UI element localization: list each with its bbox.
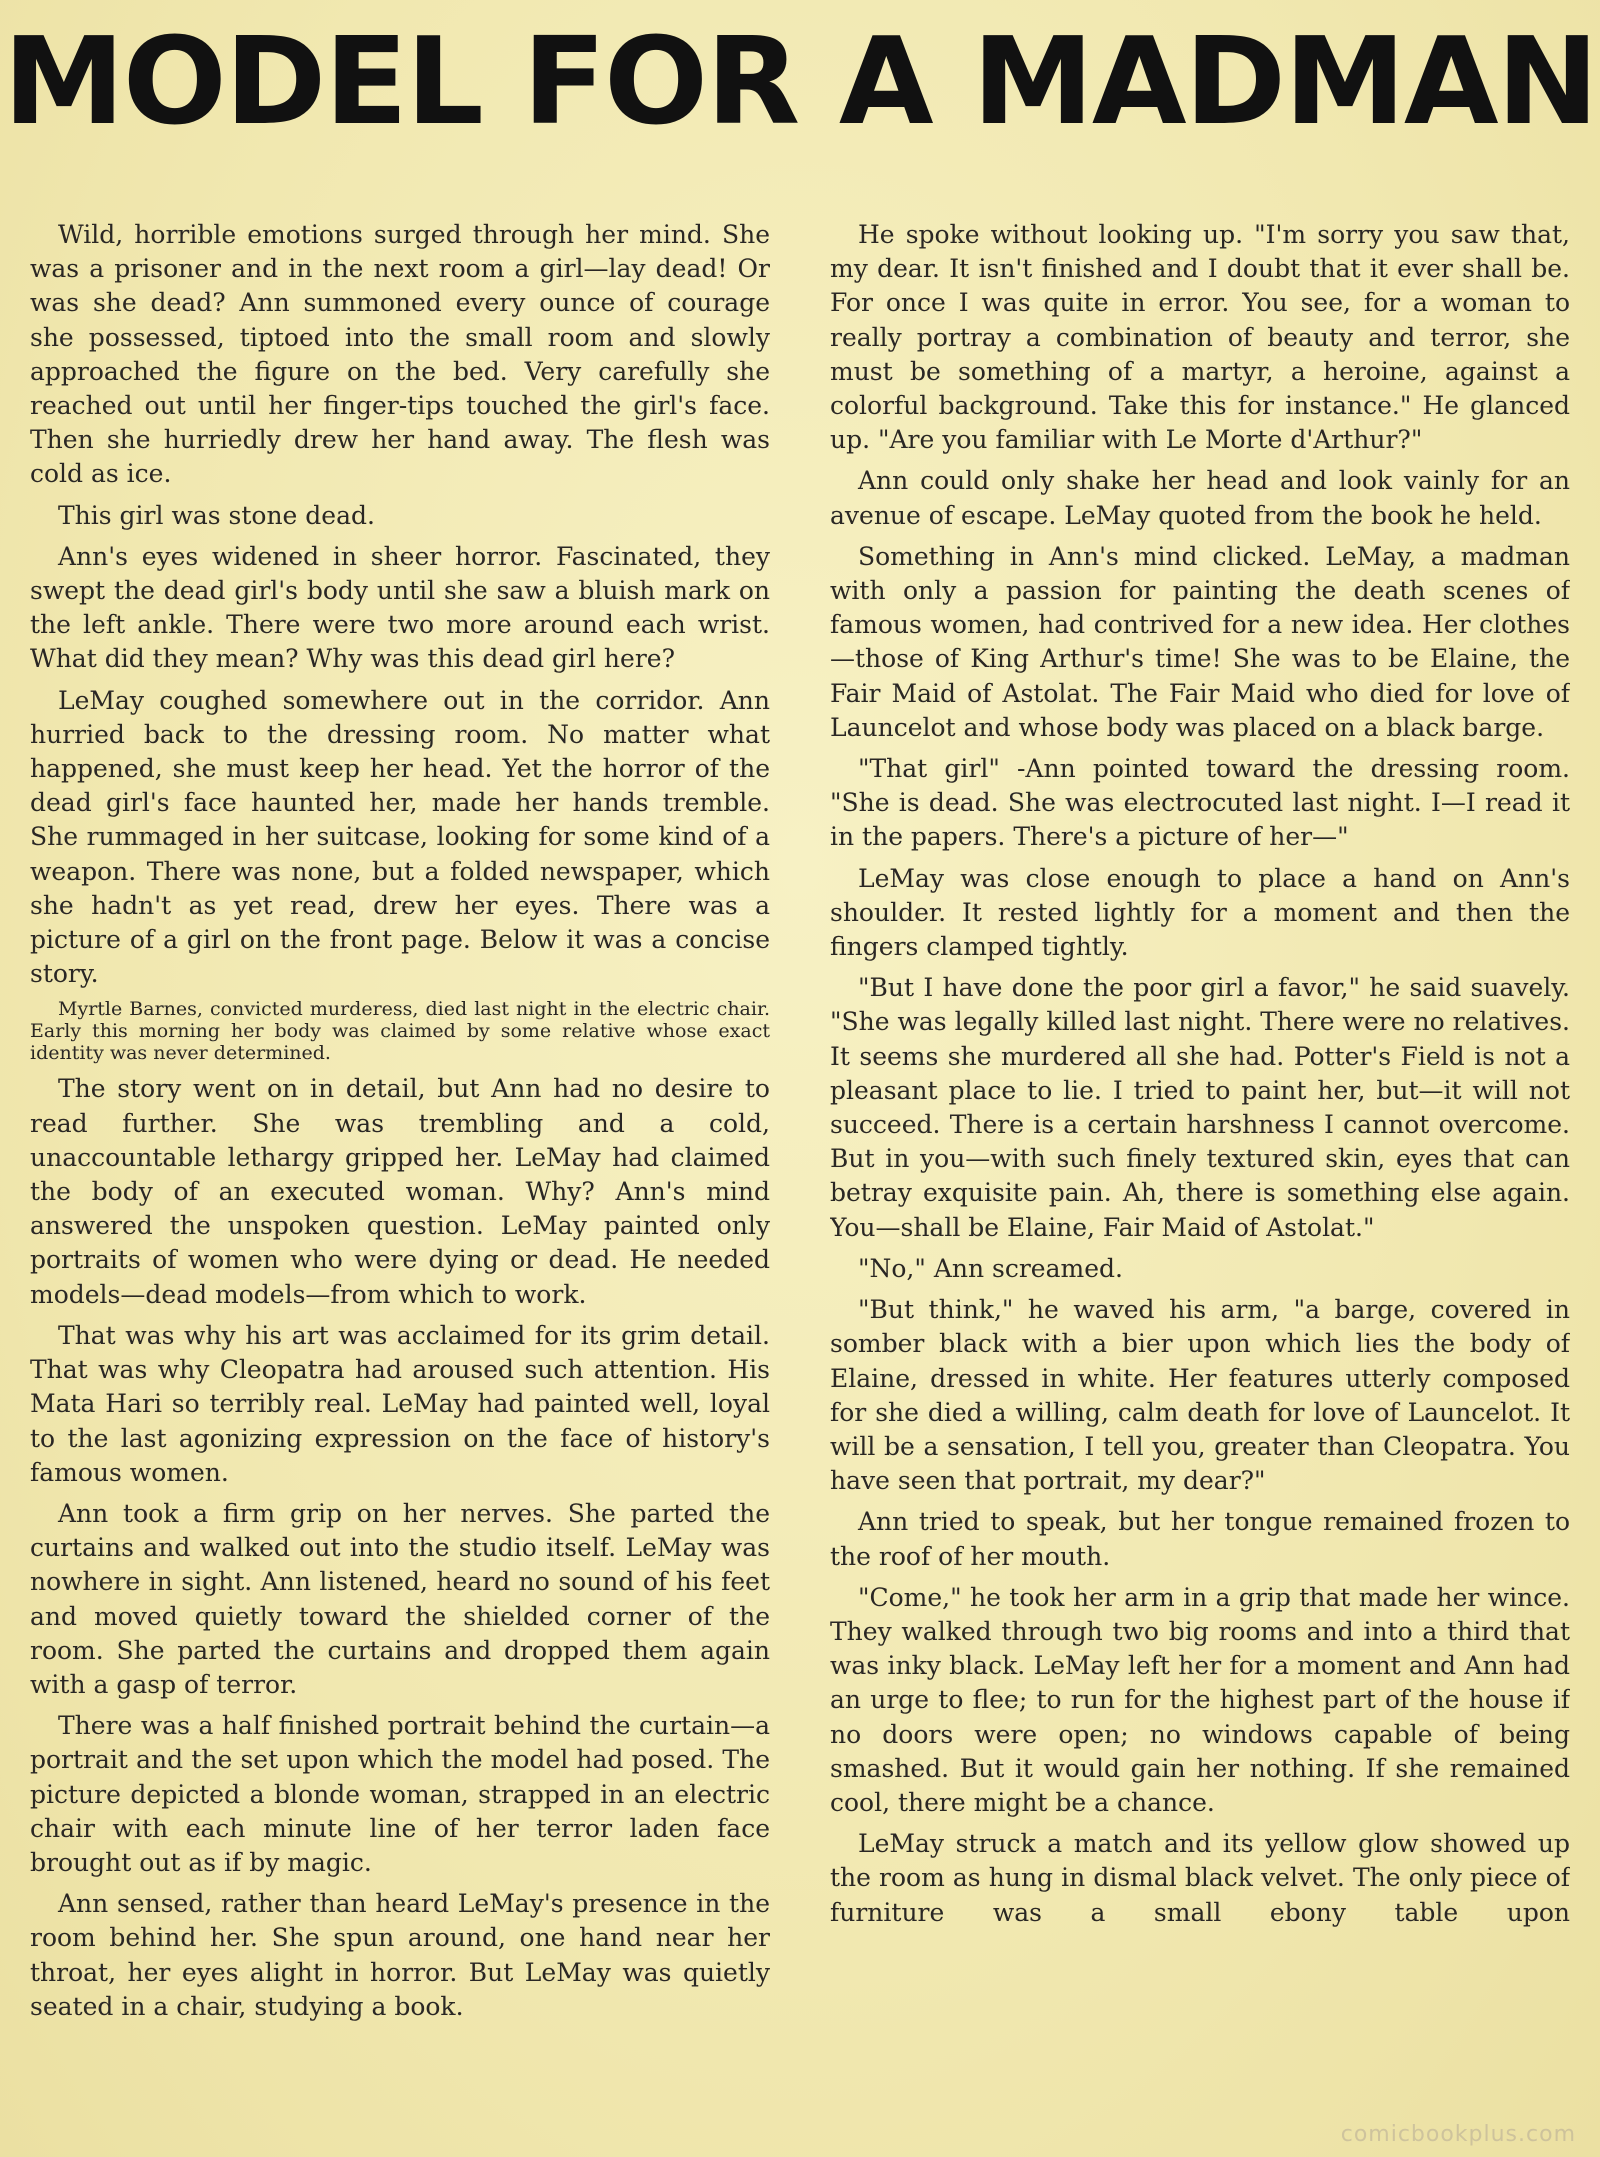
paragraph: Wild, horrible emotions surged through her mind. She was a prisoner and in the next room a girl—lay dead! Or was she dead? Ann summoned every ounce of courage she possessed, tiptoed into the small room and slowly approached the figure on the bed. Very carefully she reached out until her finger-tips touched the girl's face. Then she hurriedly drew her hand away. The flesh was cold as ice. [30, 220, 770, 489]
paragraph: LeMay was close enough to place a hand on Ann's shoulder. It rested lightly for a moment and then the fingers clamped tightly. [830, 863, 1570, 962]
watermark: comicbookplus.com [1340, 2122, 1576, 2147]
paragraph: Ann could only shake her head and look vainly for an avenue of escape. LeMay quoted from the book he held. [830, 466, 1570, 530]
paragraph: The story went on in detail, but Ann had no desire to read further. She was trembling and a cold, unaccountable lethargy gripped her. LeMay had claimed the body of an executed woman. Why? Ann's mind answered the unspoken question. LeMay painted only portraits of women who were dying or dead. He needed models—dead models—from which to work. [30, 1074, 770, 1309]
paragraph: There was a half finished portrait behind the curtain—a portrait and the set upon which the model had posed. The picture depicted a blonde woman, strapped in an electric chair with each minute line of her terror laden face brought out as if by magic. [30, 1711, 770, 1877]
paragraph: LeMay struck a match and its yellow glow showed up the room as hung in dismal black velvet. The only piece of furniture was a small ebony table upon [830, 1829, 1570, 1927]
paragraph: This girl was stone dead. [58, 500, 375, 530]
paragraph: "That girl" -Ann pointed toward the dressing room. "She is dead. She was electrocuted last night. I—I read it in the papers. There's a picture of her—" [830, 754, 1570, 852]
paragraph: Ann tried to speak, but her tongue remained frozen to the roof of her mouth. [830, 1507, 1570, 1571]
text-columns [30, 218, 1570, 2118]
paragraph: That was why his art was acclaimed for its grim detail. That was why Cleopatra had aroused such attention. His Mata Hari so terribly real. LeMay had painted well, loyal to the last agonizing expression on the face of history's famous women. [30, 1320, 770, 1487]
paragraph: Something in Ann's mind clicked. LeMay, a madman with only a passion for painting the death scenes of famous women, had contrived for a new idea. Her clothes—those of King Arthur's time! She was to be Elaine, the Fair Maid of Astolat. The Fair Maid who died for love of Launcelot and whose body was placed on a black barge. [830, 541, 1570, 742]
paragraph: Ann sensed, rather than heard LeMay's presence in the room behind her. She spun around, one hand near her throat, her eyes alight in horror. But LeMay was quietly seated in a chair, studying a book. [30, 1889, 770, 2021]
right-column [830, 218, 1570, 2118]
paragraph: Ann took a firm grip on her nerves. She parted the curtains and walked out into the studio itself. LeMay was nowhere in sight. Ann listened, heard no sound of his feet and moved quietly toward the shielded corner of the room. She parted the curtains and dropped them again with a gasp of terror. [30, 1498, 770, 1699]
left-column [30, 218, 770, 2118]
paragraph: "Come," he took her arm in a grip that made her wince. They walked through two big rooms and into a third that was inky black. LeMay left her for a moment and Ann had an urge to flee; to run for the highest part of the house if no doors were open; no windows capable of being smashed. But it would gain her nothing. If she remained cool, there might be a chance. [830, 1582, 1570, 1817]
paragraph: "But think," he waved his arm, "a barge, covered in somber black with a bier upon which lies the body of Elaine, dressed in white. Her features utterly composed for she died a willing, calm death for love of Launcelot. It will be a sensation, I tell you, greater than Cleopatra. You have seen that portrait, my dear?" [830, 1295, 1570, 1496]
story-title: MODEL FOR A MADMAN [3, 13, 1597, 152]
newspaper-clipping: Myrtle Barnes, convicted murderess, died last night in the electric chair. Early this morning her body was claimed by some relative whose exact identity was never determined. [30, 998, 770, 1065]
paragraph: He spoke without looking up. "I'm sorry you saw that, my dear. It isn't finished and I doubt that it ever shall be. For once I was quite in error. You see, for a woman to really portray a combination of beauty and terror, she must be something of a martyr, a heroine, against a colorful background. Take this for instance." He glanced up. "Are you familiar with Le Morte d'Arthur?" [830, 220, 1570, 455]
paragraph: "No," Ann screamed. [858, 1253, 1123, 1283]
paragraph: Ann's eyes widened in sheer horror. Fascinated, they swept the dead girl's body until she saw a bluish mark on the left ankle. There were two more around each wrist. What did they mean? Why was this dead girl here? [30, 541, 770, 674]
paragraph: LeMay coughed somewhere out in the corridor. Ann hurried back to the dressing room. No matter what happened, she must keep her head. Yet the horror of the dead girl's face haunted her, made her hands tremble. She rummaged in her suitcase, looking for some kind of a weapon. There was none, but a folded newspaper, which she hadn't as yet read, drew her eyes. There was a picture of a girl on the front page. Below it was a concise story. [30, 685, 770, 989]
paragraph: "But I have done the poor girl a favor," he said suavely. "She was legally killed last night. There were no relatives. It seems she murdered all she had. Potter's Field is not a pleasant place to lie. I tried to paint her, but—it will not succeed. There is a certain harshness I cannot overcome. But in you—with such finely textured skin, eyes that can betray exquisite pain. Ah, there is something else again. You—shall be Elaine, Fair Maid of Astolat." [830, 973, 1570, 1242]
